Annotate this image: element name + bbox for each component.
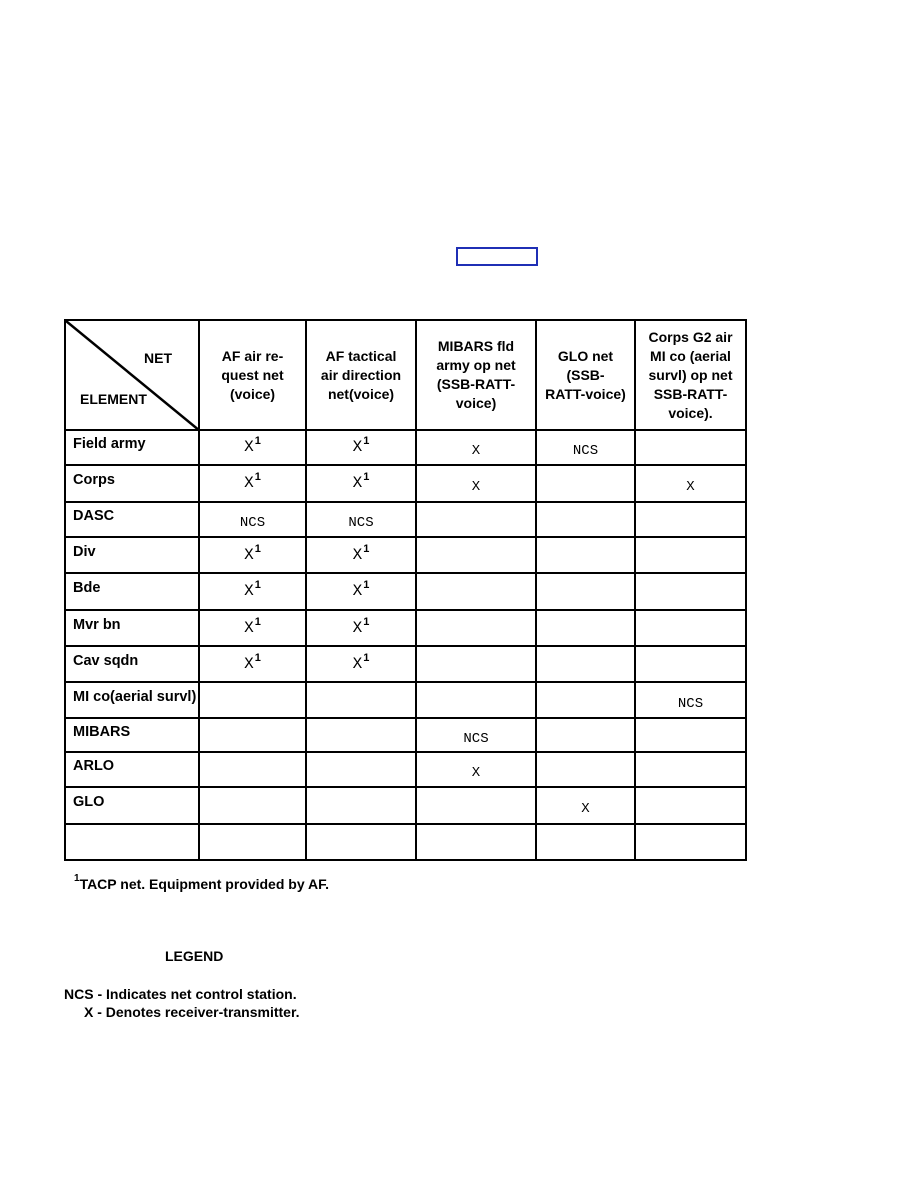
table-cell: [536, 646, 635, 682]
footnote-ref: 1: [254, 579, 261, 591]
table-header-row: [65, 320, 746, 430]
row-label-cell: [65, 610, 199, 646]
table-cell: [306, 682, 416, 718]
x-mark: X: [244, 474, 254, 492]
x-mark: X: [352, 582, 363, 600]
table-cell: [199, 646, 306, 682]
row-label-cell: [65, 682, 199, 718]
table-row: [65, 537, 746, 573]
footnote-ref: 1: [363, 579, 370, 591]
table-row: [65, 646, 746, 682]
row-label-cell: [65, 537, 199, 573]
diagonal-line: [66, 321, 200, 431]
x-mark: X: [686, 479, 695, 495]
ncs-mark: NCS: [463, 730, 489, 747]
table-cell: [635, 430, 746, 465]
column-header: Corps G2 air MI co (aerial survl) op net SSB-RATT- voice).: [635, 320, 746, 430]
row-label: Div: [73, 543, 96, 560]
row-label-cell: [65, 824, 199, 860]
row-label: DASC: [73, 508, 115, 524]
table-cell: [199, 537, 306, 573]
table-cell: [416, 752, 536, 787]
column-header: AF tactical air direction net(voice): [306, 320, 416, 430]
table-cell: [306, 646, 416, 682]
table-cell: [416, 610, 536, 646]
table-cell: [536, 430, 635, 465]
footnote-ref: 1: [254, 435, 261, 447]
footnote-ref: 1: [363, 651, 370, 664]
footnote: [74, 873, 329, 892]
table-cell: [306, 465, 416, 502]
table-cell: [199, 752, 306, 787]
row-label-cell: [65, 502, 199, 537]
table-cell: [306, 752, 416, 787]
corner-cell: [65, 320, 199, 430]
footnote-ref: 1: [363, 615, 370, 628]
column-header: MIBARS fld army op net (SSB-RATT-voice): [416, 320, 536, 430]
footnote-text: TACP net. Equipment provided by AF.: [79, 876, 329, 892]
table-cell: [416, 787, 536, 824]
row-label: Mvr bn: [73, 616, 121, 633]
table-cell: [536, 502, 635, 537]
table-cell: [306, 824, 416, 860]
row-label: MI co(aerial survl): [73, 688, 197, 705]
table-cell: [306, 537, 416, 573]
table-cell: [306, 573, 416, 610]
table-cell: [536, 610, 635, 646]
footnote-ref: 1: [363, 542, 370, 555]
table-cell: [416, 430, 536, 465]
link-box[interactable]: [456, 247, 538, 266]
table-row: [65, 610, 746, 646]
table-cell: [635, 718, 746, 752]
table-cell: [416, 718, 536, 752]
table-cell: [536, 752, 635, 787]
table-cell: [635, 573, 746, 610]
table-row: [65, 718, 746, 752]
row-label-cell: [65, 465, 199, 502]
ncs-mark: NCS: [572, 443, 599, 459]
table-cell: [306, 502, 416, 537]
table-row: [65, 682, 746, 718]
corner-element-label: ELEMENT: [80, 391, 147, 407]
table-cell: [416, 573, 536, 610]
table-row: [65, 430, 746, 465]
table-cell: [416, 502, 536, 537]
table-cell: [199, 824, 306, 860]
column-header: AF air re- quest net (voice): [199, 320, 306, 430]
table-cell: [416, 682, 536, 718]
table-cell: [536, 824, 635, 860]
footnote-ref: 1: [363, 435, 370, 447]
table-cell: [199, 502, 306, 537]
table-cell: [536, 573, 635, 610]
table-cell: [635, 646, 746, 682]
x-mark: X: [244, 545, 254, 564]
row-label: MIBARS: [73, 723, 131, 740]
table-cell: [416, 646, 536, 682]
table-row: [65, 573, 746, 610]
x-mark: X: [581, 801, 590, 817]
net-element-table: [64, 319, 747, 861]
row-label-cell: [65, 430, 199, 465]
row-label: Cav sqdn: [73, 652, 139, 669]
table-row: [65, 752, 746, 787]
x-mark: X: [244, 582, 254, 600]
corner-net-label: NET: [144, 350, 172, 366]
table-cell: [635, 752, 746, 787]
table-cell: [306, 610, 416, 646]
table-cell: [416, 537, 536, 573]
row-label: GLO: [73, 794, 105, 810]
legend-item: X - Denotes receiver-transmitter.: [84, 1004, 300, 1020]
table-cell: [635, 537, 746, 573]
table-row: [65, 824, 746, 860]
table-cell: [536, 465, 635, 502]
x-mark: X: [352, 438, 363, 456]
row-label: Corps: [73, 472, 115, 488]
footnote-ref: 1: [254, 651, 261, 664]
x-mark: X: [244, 654, 254, 673]
row-label: ARLO: [73, 758, 115, 774]
x-mark: X: [352, 654, 363, 673]
footnote-marker: 1: [74, 873, 80, 884]
x-mark: X: [471, 443, 481, 459]
row-label: Field army: [73, 436, 146, 452]
table-cell: [199, 465, 306, 502]
column-header: GLO net (SSB- RATT-voice): [536, 320, 635, 430]
ncs-mark: NCS: [348, 515, 374, 531]
x-mark: X: [471, 479, 481, 495]
table-cell: [306, 787, 416, 824]
table-cell: [635, 824, 746, 860]
table-cell: [199, 718, 306, 752]
table-cell: [635, 465, 746, 502]
x-mark: X: [244, 618, 254, 637]
table-cell: [536, 718, 635, 752]
table-cell: [199, 682, 306, 718]
table-cell: [536, 537, 635, 573]
row-label-cell: [65, 718, 199, 752]
legend-title: LEGEND: [165, 948, 224, 964]
table-cell: [306, 718, 416, 752]
table-cell: [416, 465, 536, 502]
table-cell: [306, 430, 416, 465]
row-label-cell: [65, 573, 199, 610]
table-row: [65, 465, 746, 502]
table-cell: [536, 787, 635, 824]
table-cell: [635, 682, 746, 718]
table-cell: [536, 682, 635, 718]
table-cell: [635, 502, 746, 537]
footnote-ref: 1: [254, 471, 261, 483]
x-mark: X: [471, 765, 481, 781]
table-cell: [416, 824, 536, 860]
row-label-cell: [65, 787, 199, 824]
row-label-cell: [65, 752, 199, 787]
footnote-ref: 1: [254, 615, 261, 628]
ncs-mark: NCS: [239, 515, 266, 531]
table-row: [65, 787, 746, 824]
table-body: [65, 430, 746, 860]
row-label-cell: [65, 646, 199, 682]
table-cell: [635, 610, 746, 646]
table-cell: [199, 573, 306, 610]
table-cell: [635, 787, 746, 824]
table-cell: [199, 610, 306, 646]
table-row: [65, 502, 746, 537]
footnote-ref: 1: [254, 542, 261, 555]
x-mark: X: [352, 474, 363, 492]
table-cell: [199, 787, 306, 824]
ncs-mark: NCS: [677, 695, 704, 712]
x-mark: X: [244, 438, 254, 456]
row-label: Bde: [73, 580, 101, 596]
table-cell: [199, 430, 306, 465]
x-mark: X: [352, 618, 363, 637]
footnote-ref: 1: [363, 471, 370, 483]
legend-item: NCS - Indicates net control station.: [64, 986, 297, 1002]
x-mark: X: [352, 545, 363, 564]
